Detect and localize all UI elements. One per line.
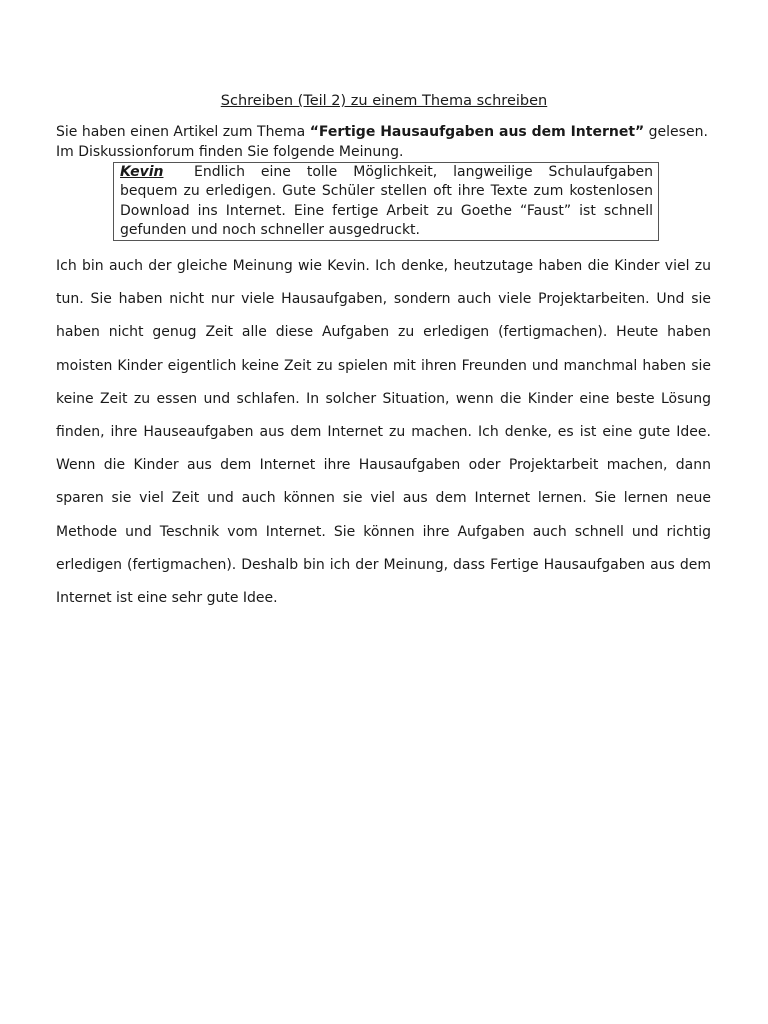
- intro-text-end: gelesen.: [644, 124, 708, 140]
- document-title: Schreiben (Teil 2) zu einem Thema schreiben: [220, 93, 548, 109]
- intro-topic: “Fertige Hausaufgaben aus dem Internet”: [309, 124, 645, 140]
- task-intro: [56, 122, 716, 162]
- intro-text: Sie haben einen Artikel zum Thema: [56, 124, 310, 140]
- opinion-quote-box: [113, 162, 659, 241]
- quote-author: Kevin: [120, 164, 164, 180]
- quote-text: Endlich eine tolle Möglichkeit, langweilige Schulaufgaben bequem zu erledigen. Gute Schüler stellen oft ihre Texte zum kostenlosen Download ins Internet. Eine fertige Arbeit zu Goethe “Faust” ist schnell gefunden und noch schneller ausgedruckt.: [120, 164, 653, 238]
- essay-text: Ich bin auch der gleiche Meinung wie Kevin. Ich denke, heutzutage haben die Kinder viel zu tun. Sie haben nicht nur viele Hausaufgaben, sondern auch viele Projektarbeiten. Und sie haben nicht genug Zeit alle diese Aufgaben zu erledigen (fertigmachen). Heute haben moisten Kinder eigentlich keine Zeit zu spielen mit ihren Freunden und manchmal haben sie keine Zeit zu essen und schlafen. In solcher Situation, wenn die Kinder eine beste Lösung finden, ihre Hauseaufgaben aus dem Internet zu machen. Ich denke, es ist eine gute Idee. Wenn die Kinder aus dem Internet ihre Hausaufgaben oder Projektarbeit machen, dann sparen sie viel Zeit und auch können sie viel aus dem Internet lernen. Sie lernen neue Methode und Teschnik vom Internet. Sie können ihre Aufgaben auch schnell und richtig erledigen (fertigmachen). Deshalb bin ich der Meinung, dass Fertige Hausaufgaben aus dem Internet ist eine sehr gute Idee.: [56, 258, 711, 607]
- intro-line-2: Im Diskussionforum finden Sie folgende Meinung.: [56, 144, 404, 160]
